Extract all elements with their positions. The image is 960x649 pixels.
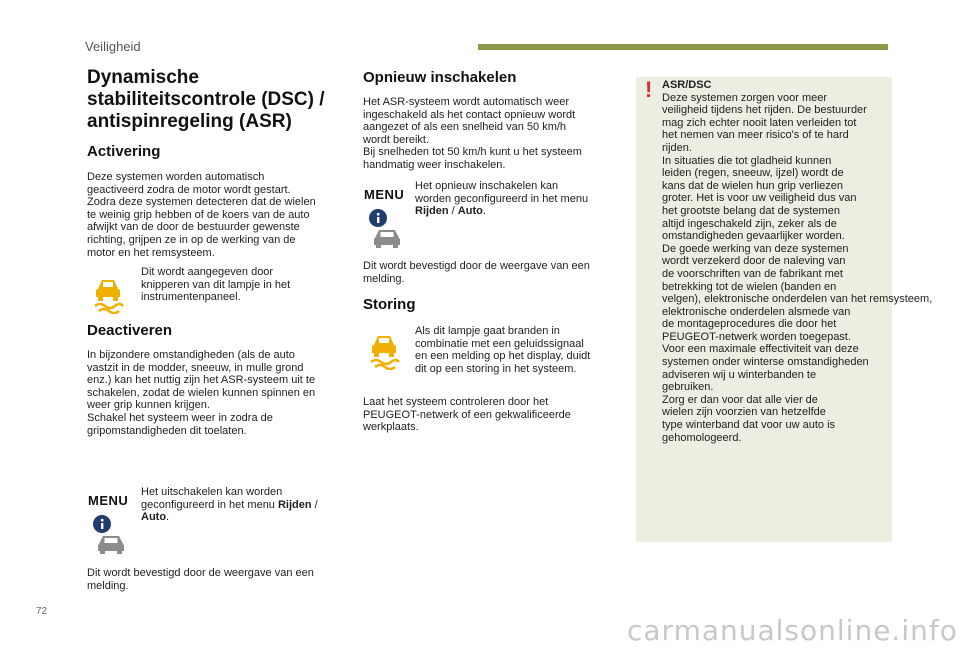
skid-warning-lamp-icon [368, 332, 402, 370]
text-line: wordt bereikt. [363, 133, 430, 146]
activering-lamp-text [141, 266, 341, 304]
text-line: het grootste belang dat de systemen [662, 204, 840, 217]
opnieuw-confirm-text [363, 260, 625, 285]
deactiveren-menu-text [141, 486, 346, 524]
storing-lamp-text [415, 325, 630, 375]
section-label: Veiligheid [85, 39, 141, 54]
text-line: Schakel het systeem weer in zodra de [87, 411, 273, 424]
heading-opnieuw: Opnieuw inschakelen [363, 69, 517, 86]
text-line: Deze systemen zorgen voor meer [662, 91, 828, 104]
text-line: De goede werking van deze systemen [662, 242, 849, 255]
text-line: Zodra deze systemen detecteren dat de wielen [87, 196, 316, 209]
text-line: elektronische onderdelen alsmede van [662, 305, 851, 318]
menu-label: MENU [88, 493, 129, 508]
text-line [415, 205, 625, 218]
text-line: melding. [87, 579, 129, 592]
header-bar [478, 44, 888, 50]
text-line: gebruiken. [662, 381, 714, 394]
info-car-icon [90, 514, 130, 554]
title-line: stabiliteitscontrole (DSC) / [87, 89, 325, 110]
watermark: carmanualsonline.info [627, 614, 958, 647]
text-span: / [448, 205, 458, 218]
text-line: In bijzondere omstandigheden (als de auto [87, 349, 295, 361]
text-line: Als dit lampje gaat branden in [415, 325, 560, 337]
text-line: systemen onder winterse omstandigheden [662, 356, 869, 369]
menu-path-rijden: Rijden [277, 498, 312, 511]
text-line: adviseren wij u winterbanden te [662, 368, 817, 381]
text-line: geactiveerd zodra de motor wordt gestart. [87, 183, 291, 196]
text-line: gehomologeerd. [662, 431, 742, 444]
text-line: instrumentenpaneel. [141, 291, 241, 304]
opnieuw-text [363, 96, 625, 172]
text-line: aangezet of als een snelheid van 50 km/h [363, 121, 567, 134]
text-line: wielen zijn voorzien van hetzelfde [662, 406, 826, 419]
text-line: knipperen van dit lampje in het [141, 278, 291, 291]
heading-storing: Storing [363, 296, 416, 313]
text-line: veiligheid tijdens het rijden. De bestuurder [662, 104, 867, 117]
text-line: richting, grijpen ze in op de werking van de [87, 233, 296, 246]
text-line: Het ASR-systeem wordt automatisch weer [363, 96, 570, 108]
text-line: Dit wordt aangegeven door [141, 266, 274, 278]
text-line: het nemen van meer risico's of te hard [662, 129, 849, 142]
text-line: en een melding op het display, duidt [415, 350, 591, 363]
text-span: . [166, 511, 170, 524]
text-line: enz.) kan het nuttig zijn het ASR-systeem uit te [87, 374, 316, 387]
text-line: Voor een maximale effectiviteit van deze [662, 343, 859, 356]
text-line: de montageprocedures die door het [662, 318, 837, 331]
text-line: vastzit in de modder, sneeuw, in mulle grond [87, 361, 304, 374]
text-line: groter. Het is voor uw veiligheid dus van [662, 192, 857, 205]
storing-text [363, 396, 625, 434]
text-line: PEUGEOT-netwerk worden toegepast. [662, 330, 851, 343]
page-number: 72 [36, 606, 48, 617]
text-line: Zorg er dan voor dat alle vier de [662, 393, 818, 406]
menu-label: MENU [364, 187, 405, 202]
text-line: rijden. [662, 141, 692, 154]
text-line: type winterband dat voor uw auto is [662, 419, 836, 432]
text-line: worden geconfigureerd in het menu [415, 192, 589, 205]
deactiveren-text [87, 349, 349, 437]
text-line: afwijkt van de door de bestuurder gewenste [87, 221, 300, 234]
heading-activering: Activering [87, 143, 161, 160]
menu-path-auto: Auto [141, 511, 167, 524]
heading-deactiveren: Deactiveren [87, 322, 173, 339]
title-line: Dynamische [87, 67, 199, 88]
text-line: Dit wordt bevestigd door de weergave van een [87, 567, 314, 579]
text-line: wordt verzekerd door de naleving van [662, 255, 846, 268]
note-title: ASR/DSC [662, 79, 712, 91]
text-line: betrekking tot de wielen (banden en [662, 280, 837, 293]
page-title [87, 67, 357, 133]
text-span: . [482, 205, 486, 218]
menu-path-auto: Auto [457, 205, 483, 218]
activering-text [87, 171, 347, 259]
text-line: melding. [363, 272, 405, 285]
text-line: handmatig weer inschakelen. [363, 158, 506, 171]
text-line: werkplaats. [363, 421, 419, 434]
text-line: combinatie met een geluidssignaal [415, 337, 584, 350]
text-line: omstandigheden gevaarlijker worden. [662, 230, 845, 243]
text-line: de voorschriften van de fabrikant met [662, 267, 843, 280]
text-line: te weinig grip hebben of de koers van de auto [87, 208, 310, 221]
text-line: dit op een storing in het systeem. [415, 362, 577, 375]
warning-exclamation-icon: ! [645, 77, 653, 102]
text-line [141, 511, 346, 524]
text-line: Het opnieuw inschakelen kan [415, 180, 559, 192]
text-span: / [311, 498, 318, 511]
text-line [141, 499, 346, 512]
title-line: antispinregeling (ASR) [87, 111, 292, 132]
text-line: Deze systemen worden automatisch [87, 171, 265, 183]
text-span: geconfigureerd in het menu [141, 498, 278, 511]
text-line: ingeschakeld als het contact opnieuw wordt [363, 108, 576, 121]
warning-note-text [662, 79, 933, 444]
text-line: kans dat de wielen hun grip verliezen [662, 179, 844, 192]
text-line: Het uitschakelen kan worden [141, 486, 283, 498]
text-line: motor en het remsysteem. [87, 246, 215, 259]
text-line: altijd ingeschakeld zijn, zeker als de [662, 217, 837, 230]
text-line: gripomstandigheden dit toelaten. [87, 424, 247, 437]
menu-path-rijden: Rijden [415, 205, 449, 218]
text-line: In situaties die tot gladheid kunnen [662, 154, 832, 167]
text-line: Bij snelheden tot 50 km/h kunt u het systeem [363, 146, 582, 159]
text-line: leiden (regen, sneeuw, ijzel) wordt de [662, 167, 844, 180]
info-car-icon [366, 208, 406, 248]
text-line: schakelen, zodat de wielen kunnen spinnen en [87, 386, 316, 399]
text-line: weer grip kunnen krijgen. [87, 399, 210, 412]
deactiveren-confirm-text [87, 567, 349, 592]
text-line: Laat het systeem controleren door het [363, 396, 549, 408]
text-line: velgen), elektronische onderdelen van het remsysteem, [662, 293, 933, 306]
skid-warning-lamp-icon [92, 276, 126, 314]
opnieuw-menu-text [415, 180, 625, 218]
text-line: PEUGEOT-netwerk of een gekwalificeerde [363, 408, 571, 421]
text-line: Dit wordt bevestigd door de weergave van een [363, 260, 590, 272]
text-line: mag zich echter nooit laten verleiden tot [662, 116, 857, 129]
